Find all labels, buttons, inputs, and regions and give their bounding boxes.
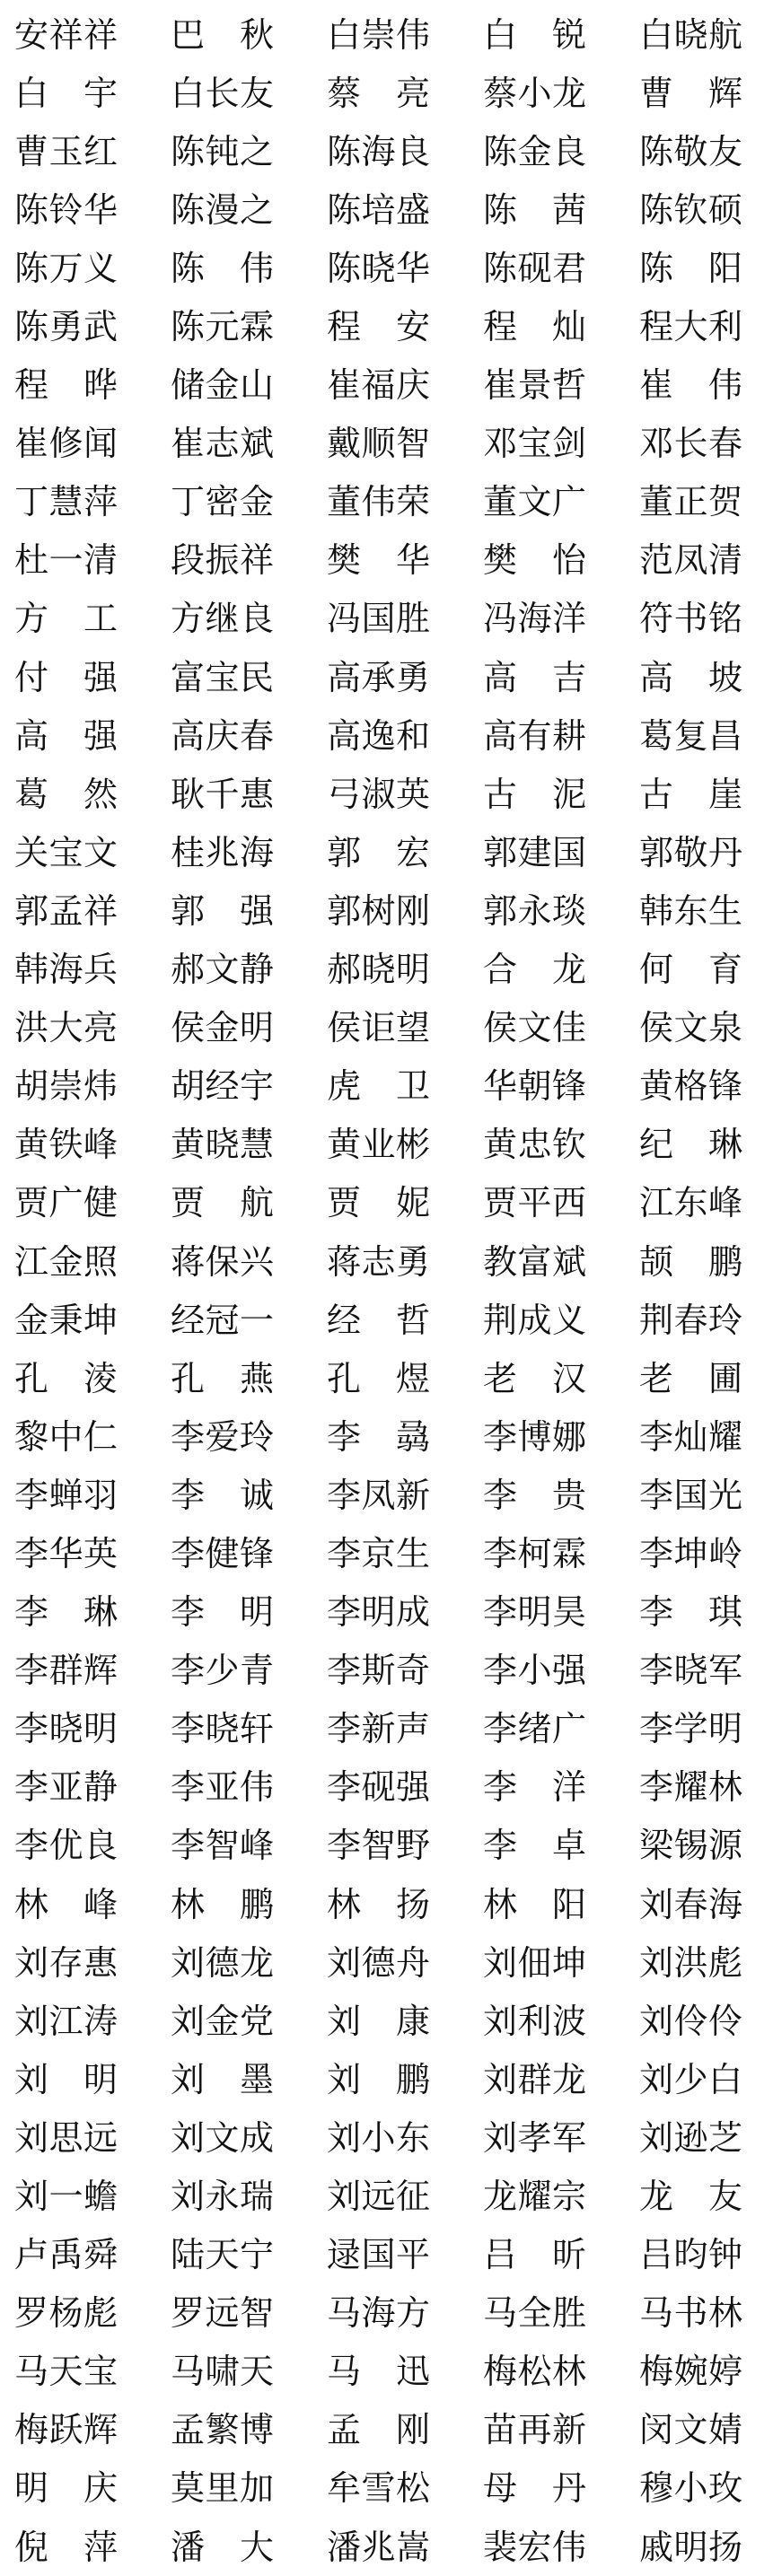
name-entry: 林 峰 (14, 1884, 119, 1924)
name-entry: 黄业彬 (327, 1125, 431, 1165)
name-row (0, 823, 773, 881)
name-entry: 侯文佳 (483, 1008, 587, 1048)
name-row (0, 1524, 773, 1582)
name-row (0, 590, 773, 648)
name-entry: 李 洋 (483, 1767, 587, 1808)
name-entry: 曹 辉 (639, 73, 743, 113)
name-entry: 蔡 亮 (327, 73, 431, 113)
name-entry: 段振祥 (171, 540, 275, 581)
name-entry: 李凤新 (327, 1475, 431, 1515)
name-entry: 刘文成 (171, 2117, 275, 2158)
name-entry: 李晓明 (14, 1709, 119, 1749)
name-entry: 刘春海 (639, 1884, 743, 1924)
name-row (0, 1057, 773, 1116)
name-entry: 郭敬丹 (639, 832, 743, 872)
name-row (0, 473, 773, 531)
name-entry: 李小强 (483, 1651, 587, 1691)
name-entry: 孟繁博 (171, 2410, 275, 2450)
name-entry: 古 泥 (483, 774, 587, 814)
name-entry: 胡崇炜 (14, 1066, 119, 1107)
name-entry: 李群辉 (14, 1651, 119, 1691)
name-entry: 韩海兵 (14, 950, 119, 990)
name-entry: 贾广健 (14, 1183, 119, 1223)
name-row (0, 1933, 773, 1992)
name-entry: 逯国平 (327, 2235, 431, 2275)
name-row (0, 1583, 773, 1642)
name-entry: 关宝文 (14, 832, 119, 872)
name-entry: 陈漫之 (171, 189, 275, 230)
name-entry: 孔 煜 (327, 1358, 431, 1398)
name-entry: 邓宝剑 (483, 424, 587, 464)
name-entry: 刘逊芝 (639, 2117, 743, 2158)
name-entry: 马书林 (639, 2293, 743, 2334)
name-entry: 范凤清 (639, 540, 743, 581)
name-entry: 蒋志勇 (327, 1241, 431, 1282)
name-row (0, 2108, 773, 2167)
name-entry: 冯海洋 (483, 599, 587, 639)
name-entry: 何 育 (639, 950, 743, 990)
name-entry: 白长友 (171, 73, 275, 113)
name-entry: 荆春玲 (639, 1300, 743, 1340)
name-entry: 罗杨彪 (14, 2293, 119, 2334)
name-entry: 李优良 (14, 1826, 119, 1866)
name-entry: 崔景哲 (483, 365, 587, 406)
name-entry: 陈晓华 (327, 248, 431, 288)
name-entry: 李 琳 (14, 1592, 119, 1633)
name-entry: 桂兆海 (171, 832, 275, 872)
name-entry: 白 宇 (14, 73, 119, 113)
name-entry: 葛 然 (14, 774, 119, 814)
name-entry: 黄忠钦 (483, 1125, 587, 1165)
name-entry: 陈 茜 (483, 189, 587, 230)
name-entry: 老 汉 (483, 1358, 587, 1398)
name-entry: 刘 康 (327, 2001, 431, 2041)
name-entry: 黄格锋 (639, 1066, 743, 1107)
name-entry: 李学明 (639, 1709, 743, 1749)
name-entry: 刘利波 (483, 2001, 587, 2041)
name-entry: 孟 刚 (327, 2410, 431, 2450)
name-entry: 高庆春 (171, 715, 275, 756)
name-entry: 卢禹舜 (14, 2235, 119, 2275)
name-entry: 李晓轩 (171, 1709, 275, 1749)
name-entry: 林 鹏 (171, 1884, 275, 1924)
name-entry: 马全胜 (483, 2293, 587, 2334)
name-entry: 马海方 (327, 2293, 431, 2334)
name-entry: 陈敬友 (639, 131, 743, 171)
name-row (0, 1232, 773, 1291)
name-entry: 陈金良 (483, 131, 587, 171)
name-entry: 李京生 (327, 1533, 431, 1573)
name-row (0, 2401, 773, 2459)
name-entry: 韩东生 (639, 890, 743, 931)
name-row (0, 180, 773, 239)
name-entry: 郭孟祥 (14, 890, 119, 931)
name-entry: 贾平西 (483, 1183, 587, 1223)
name-entry: 李绪广 (483, 1709, 587, 1749)
name-entry: 马 迅 (327, 2352, 431, 2392)
name-entry: 杜一清 (14, 540, 119, 581)
name-row (0, 881, 773, 940)
name-entry: 林 阳 (483, 1884, 587, 1924)
name-entry: 陈钦硕 (639, 189, 743, 230)
name-entry: 潘 大 (171, 2527, 275, 2567)
name-entry: 刘德舟 (327, 1942, 431, 1983)
name-entry: 李健锋 (171, 1533, 275, 1573)
name-row (0, 297, 773, 355)
name-row (0, 2050, 773, 2108)
name-entry: 老 圃 (639, 1358, 743, 1398)
name-entry: 林 扬 (327, 1884, 431, 1924)
name-entry: 莫里加 (171, 2468, 275, 2509)
name-entry: 刘德龙 (171, 1942, 275, 1983)
name-entry: 戚明扬 (639, 2527, 743, 2567)
name-entry: 刘永瑞 (171, 2177, 275, 2217)
name-entry: 华朝锋 (483, 1066, 587, 1107)
name-entry: 崔志斌 (171, 424, 275, 464)
name-entry: 储金山 (171, 365, 275, 406)
name-entry: 刘思远 (14, 2117, 119, 2158)
name-entry: 李少青 (171, 1651, 275, 1691)
name-entry: 刘洪彪 (639, 1942, 743, 1983)
name-entry: 江东峰 (639, 1183, 743, 1223)
name-row (0, 648, 773, 706)
name-entry: 陈 伟 (171, 248, 275, 288)
name-entry: 李亚静 (14, 1767, 119, 1808)
name-entry: 弓淑英 (327, 774, 431, 814)
name-entry: 冯国胜 (327, 599, 431, 639)
name-entry: 侯讵望 (327, 1008, 431, 1048)
name-entry: 马天宝 (14, 2352, 119, 2392)
name-row (0, 356, 773, 415)
name-entry: 程 灿 (483, 307, 587, 347)
name-entry: 罗远智 (171, 2293, 275, 2334)
name-entry: 符书铭 (639, 599, 743, 639)
name-entry: 高逸和 (327, 715, 431, 756)
name-entry: 郭 宏 (327, 832, 431, 872)
name-entry: 郭永琰 (483, 890, 587, 931)
name-entry: 贾 妮 (327, 1183, 431, 1223)
name-entry: 金秉坤 (14, 1300, 119, 1340)
name-row (0, 1758, 773, 1817)
name-entry: 牟雪松 (327, 2468, 431, 2509)
name-entry: 李明昊 (483, 1592, 587, 1633)
name-entry: 刘远征 (327, 2177, 431, 2217)
name-entry: 陈万义 (14, 248, 119, 288)
name-entry: 梅松林 (483, 2352, 587, 2392)
name-row (0, 706, 773, 765)
name-entry: 刘金党 (171, 2001, 275, 2041)
name-entry: 母 丹 (483, 2468, 587, 2509)
name-entry: 方继良 (171, 599, 275, 639)
name-entry: 虎 卫 (327, 1066, 431, 1107)
name-entry: 高承勇 (327, 657, 431, 697)
name-entry: 刘少白 (639, 2059, 743, 2099)
name-entry: 曹玉红 (14, 131, 119, 171)
name-row (0, 2459, 773, 2518)
name-entry: 经 哲 (327, 1300, 431, 1340)
name-row (0, 999, 773, 1057)
name-entry: 李国光 (639, 1475, 743, 1515)
name-entry: 程大利 (639, 307, 743, 347)
name-entry: 方 工 (14, 599, 119, 639)
name-entry: 董文广 (483, 482, 587, 522)
name-entry: 李明成 (327, 1592, 431, 1633)
name-entry: 侯金明 (171, 1008, 275, 1048)
name-row (0, 239, 773, 297)
name-entry: 刘佃坤 (483, 1942, 587, 1983)
name-entry: 潘兆嵩 (327, 2527, 431, 2567)
name-entry: 刘 墨 (171, 2059, 275, 2099)
name-row (0, 1700, 773, 1758)
name-entry: 陈勇武 (14, 307, 119, 347)
name-entry: 陈元霖 (171, 307, 275, 347)
name-entry: 刘存惠 (14, 1942, 119, 1983)
name-entry: 李蝉羽 (14, 1475, 119, 1515)
name-entry: 侯文泉 (639, 1008, 743, 1048)
name-entry: 李 琪 (639, 1592, 743, 1633)
name-row (0, 1407, 773, 1466)
name-entry: 黎中仁 (14, 1416, 119, 1457)
name-entry: 刘孝军 (483, 2117, 587, 2158)
name-entry: 龙 友 (639, 2177, 743, 2217)
name-entry: 龙耀宗 (483, 2177, 587, 2217)
name-entry: 陈培盛 (327, 189, 431, 230)
name-entry: 吕昀钟 (639, 2235, 743, 2275)
name-entry: 白崇伟 (327, 14, 431, 55)
name-entry: 邓长春 (639, 424, 743, 464)
name-entry: 陈铃华 (14, 189, 119, 230)
name-entry: 高 强 (14, 715, 119, 756)
name-entry: 贾 航 (171, 1183, 275, 1223)
name-entry: 洪大亮 (14, 1008, 119, 1048)
name-entry: 荆成义 (483, 1300, 587, 1340)
name-entry: 孔 燕 (171, 1358, 275, 1398)
name-row (0, 2518, 773, 2576)
name-entry: 李砚强 (327, 1767, 431, 1808)
name-row (0, 1291, 773, 1349)
name-entry: 纪 琳 (639, 1125, 743, 1165)
name-entry: 郝晓明 (327, 950, 431, 990)
name-entry: 蒋保兴 (171, 1241, 275, 1282)
name-entry: 崔 伟 (639, 365, 743, 406)
name-entry: 崔修闻 (14, 424, 119, 464)
name-entry: 李爱玲 (171, 1416, 275, 1457)
name-entry: 刘小东 (327, 2117, 431, 2158)
name-entry: 吕 昕 (483, 2235, 587, 2275)
name-entry: 董正贺 (639, 482, 743, 522)
name-entry: 蔡小龙 (483, 73, 587, 113)
name-row (0, 1174, 773, 1232)
name-entry: 经冠一 (171, 1300, 275, 1340)
name-entry: 刘 鹏 (327, 2059, 431, 2099)
name-entry: 崔福庆 (327, 365, 431, 406)
name-row (0, 5, 773, 64)
name-entry: 董伟荣 (327, 482, 431, 522)
name-entry: 陆天宁 (171, 2235, 275, 2275)
name-entry: 刘一蟾 (14, 2177, 119, 2217)
name-entry: 李 骉 (327, 1416, 431, 1457)
name-row (0, 2343, 773, 2401)
name-entry: 刘伶伶 (639, 2001, 743, 2041)
name-row (0, 2284, 773, 2343)
name-entry: 刘 明 (14, 2059, 119, 2099)
name-entry: 郭树刚 (327, 890, 431, 931)
name-row (0, 122, 773, 180)
name-entry: 马啸天 (171, 2352, 275, 2392)
name-entry: 巴 秋 (171, 14, 275, 55)
name-entry: 白晓航 (639, 14, 743, 55)
name-entry: 富宝民 (171, 657, 275, 697)
name-entry: 程 安 (327, 307, 431, 347)
name-entry: 黄晓慧 (171, 1125, 275, 1165)
name-entry: 高有耕 (483, 715, 587, 756)
name-entry: 李华英 (14, 1533, 119, 1573)
name-entry: 高 坡 (639, 657, 743, 697)
name-row (0, 415, 773, 473)
name-entry: 闵文婧 (639, 2410, 743, 2450)
name-entry: 梁锡源 (639, 1826, 743, 1866)
name-row (0, 1349, 773, 1407)
name-entry: 李晓军 (639, 1651, 743, 1691)
name-entry: 古 崖 (639, 774, 743, 814)
name-entry: 梅婉婷 (639, 2352, 743, 2392)
name-entry: 李亚伟 (171, 1767, 275, 1808)
name-entry: 耿千惠 (171, 774, 275, 814)
name-entry: 教富斌 (483, 1241, 587, 1282)
name-entry: 陈海良 (327, 131, 431, 171)
name-row (0, 2226, 773, 2284)
name-entry: 梅跃辉 (14, 2410, 119, 2450)
name-entry: 李智峰 (171, 1826, 275, 1866)
name-entry: 郭 强 (171, 890, 275, 931)
name-row (0, 1992, 773, 2050)
name-entry: 穆小玫 (639, 2468, 743, 2509)
name-entry: 李柯霖 (483, 1533, 587, 1573)
name-entry: 丁慧萍 (14, 482, 119, 522)
name-entry: 付 强 (14, 657, 119, 697)
name-entry: 江金照 (14, 1241, 119, 1282)
name-entry: 郝文静 (171, 950, 275, 990)
name-entry: 安祥祥 (14, 14, 119, 55)
name-entry: 明 庆 (14, 2468, 119, 2509)
name-row (0, 531, 773, 590)
name-row (0, 765, 773, 823)
name-entry: 裴宏伟 (483, 2527, 587, 2567)
name-entry: 葛复昌 (639, 715, 743, 756)
name-entry: 李 贵 (483, 1475, 587, 1515)
name-entry: 陈钝之 (171, 131, 275, 171)
name-entry: 高 吉 (483, 657, 587, 697)
name-row (0, 1817, 773, 1875)
name-entry: 李耀林 (639, 1767, 743, 1808)
name-entry: 李 卓 (483, 1826, 587, 1866)
name-entry: 黄铁峰 (14, 1125, 119, 1165)
name-row (0, 1642, 773, 1700)
name-entry: 戴顺智 (327, 424, 431, 464)
name-entry: 李 明 (171, 1592, 275, 1633)
name-row (0, 1466, 773, 1524)
name-entry: 李 诚 (171, 1475, 275, 1515)
name-row (0, 1875, 773, 1933)
name-entry: 合 龙 (483, 950, 587, 990)
name-entry: 陈 阳 (639, 248, 743, 288)
name-entry: 倪 萍 (14, 2527, 119, 2567)
name-entry: 刘群龙 (483, 2059, 587, 2099)
name-entry: 李斯奇 (327, 1651, 431, 1691)
name-entry: 李坤岭 (639, 1533, 743, 1573)
name-entry: 苗再新 (483, 2410, 587, 2450)
name-entry: 白 锐 (483, 14, 587, 55)
name-entry: 李新声 (327, 1709, 431, 1749)
name-entry: 李博娜 (483, 1416, 587, 1457)
name-entry: 丁密金 (171, 482, 275, 522)
name-entry: 李灿耀 (639, 1416, 743, 1457)
name-entry: 李智野 (327, 1826, 431, 1866)
name-entry: 刘江涛 (14, 2001, 119, 2041)
name-entry: 孔 淩 (14, 1358, 119, 1398)
name-entry: 陈砚君 (483, 248, 587, 288)
name-entry: 郭建国 (483, 832, 587, 872)
name-row (0, 64, 773, 122)
name-entry: 胡经宇 (171, 1066, 275, 1107)
name-row (0, 1116, 773, 1174)
name-entry: 樊 怡 (483, 540, 587, 581)
name-entry: 颉 鹏 (639, 1241, 743, 1282)
name-entry: 程 晔 (14, 365, 119, 406)
name-entry: 樊 华 (327, 540, 431, 581)
name-row (0, 2167, 773, 2225)
name-row (0, 941, 773, 999)
